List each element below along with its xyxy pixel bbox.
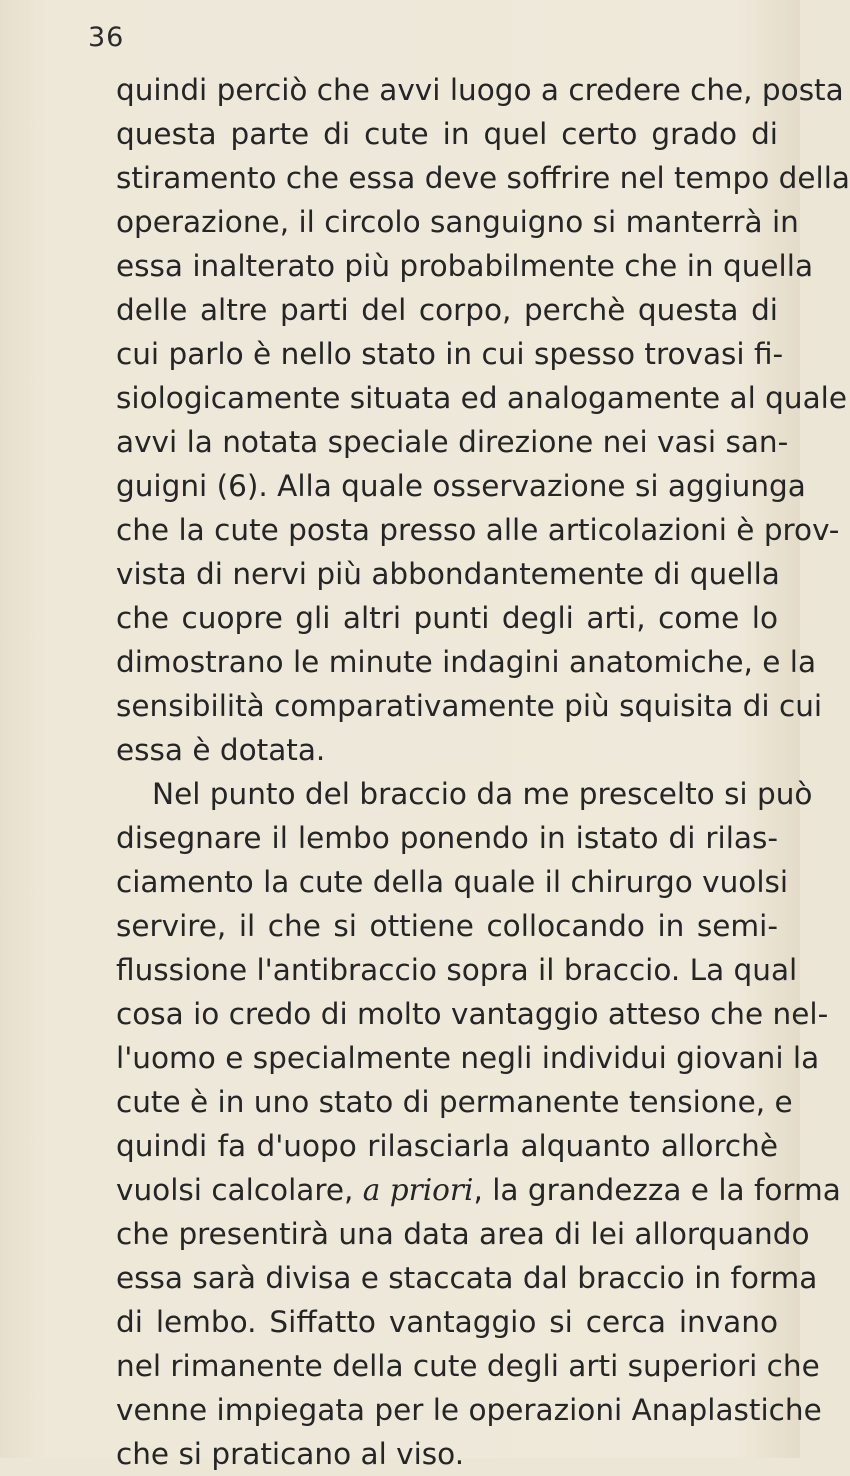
text-line: siologicamente situata ed analogamente al quale <box>116 381 848 415</box>
text-line: questa parte di cute in quel certo grado di <box>116 117 778 151</box>
text-line: cosa io credo di molto vantaggio atteso che nel- <box>116 997 829 1031</box>
text-line: delle altre parti del corpo, perchè questa di <box>116 293 778 327</box>
paragraph-end-line: che si praticano al viso. <box>116 1437 465 1471</box>
text-line: nel rimanente della cute degli arti superiori che <box>116 1349 820 1383</box>
text-line: cute è in uno stato di permanente tensione, e <box>116 1085 793 1119</box>
paragraph-start-line: Nel punto del braccio da me prescelto si può <box>152 777 813 811</box>
text-line: essa inalterato più probabilmente che in quella <box>116 249 814 283</box>
text-line: operazione, il circolo sanguigno si manterrà in <box>116 205 799 239</box>
text-line: che la cute posta presso alle articolazioni è prov- <box>116 513 840 547</box>
text-line: stiramento che essa deve soffrire nel tempo della <box>116 161 850 195</box>
text-line: ciamento la cute della quale il chirurgo vuolsi <box>116 865 789 899</box>
text-line: flussione l'antibraccio sopra il braccio. La qual <box>116 953 798 987</box>
text-line: sensibilità comparativamente più squisita di cui <box>116 689 823 723</box>
text-line: quindi perciò che avvi luogo a credere che, posta <box>116 73 844 107</box>
line-segment: vuolsi calcolare, <box>116 1173 354 1207</box>
paragraph-end-line: essa è dotata. <box>116 733 326 767</box>
text-line: che presentirà una data area di lei allorquando <box>116 1217 810 1251</box>
italic-phrase: a priori <box>362 1173 474 1207</box>
text-line: quindi fa d'uopo rilasciarla alquanto allorchè <box>116 1129 778 1163</box>
text-line: guigni (6). Alla quale osservazione si aggiunga <box>116 469 806 503</box>
text-line: venne impiegata per le operazioni Anaplastiche <box>116 1393 822 1427</box>
text-line: che cuopre gli altri punti degli arti, come lo <box>116 601 778 635</box>
line-segment: , la grandezza e la forma <box>473 1173 841 1207</box>
text-line: di lembo. Siffatto vantaggio si cerca invano <box>116 1305 778 1339</box>
text-line: cui parlo è nello stato in cui spesso trovasi fi- <box>116 337 784 371</box>
text-line: vista di nervi più abbondantemente di quella <box>116 557 780 591</box>
text-line: essa sarà divisa e staccata dal braccio in forma <box>116 1261 818 1295</box>
body-text <box>116 68 850 1476</box>
page-number: 36 <box>88 22 125 53</box>
text-line: l'uomo e specialmente negli individui giovani la <box>116 1041 820 1075</box>
text-line: disegnare il lembo ponendo in istato di rilas- <box>116 821 778 855</box>
text-line: servire, il che si ottiene collocando in semi- <box>116 909 778 943</box>
text-line-with-italic <box>116 1168 841 1212</box>
text-line: dimostrano le minute indagini anatomiche, e la <box>116 645 817 679</box>
text-line: avvi la notata speciale direzione nei vasi san- <box>116 425 789 459</box>
